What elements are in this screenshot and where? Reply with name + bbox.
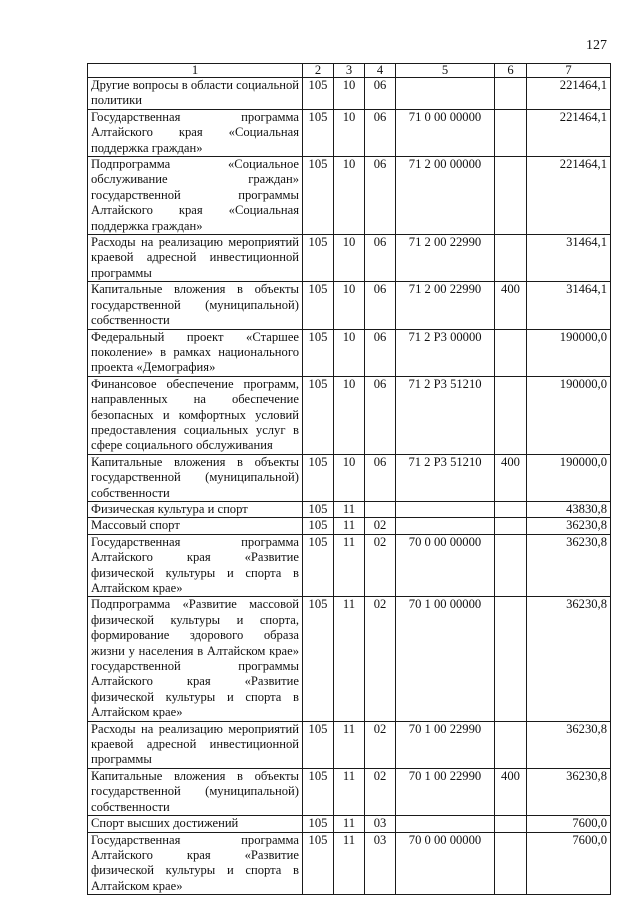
row-code-admin-cell: 105 bbox=[303, 454, 334, 501]
row-section-cell: 11 bbox=[334, 816, 365, 832]
row-target-article-cell bbox=[396, 78, 495, 110]
table-row bbox=[88, 768, 611, 815]
row-target-article-cell: 70 1 00 00000 bbox=[396, 597, 495, 721]
table-row bbox=[88, 454, 611, 501]
row-target-article-cell: 70 0 00 00000 bbox=[396, 832, 495, 895]
row-code-admin-cell: 105 bbox=[303, 832, 334, 895]
row-expense-type-cell: 400 bbox=[495, 282, 527, 329]
row-name-cell: Капитальные вложения в объекты государственной (муниципальной) собственности bbox=[88, 768, 303, 815]
row-code-admin-cell: 105 bbox=[303, 109, 334, 156]
row-name-cell: Государственная программа Алтайского края «Развитие физической культуры и спорта в Алтайском крае» bbox=[88, 534, 303, 597]
row-subsection-cell: 02 bbox=[365, 768, 396, 815]
row-section-cell: 11 bbox=[334, 534, 365, 597]
table-row bbox=[88, 534, 611, 597]
row-name-cell: Государственная программа Алтайского края «Социальная поддержка граждан» bbox=[88, 109, 303, 156]
row-name-cell: Расходы на реализацию мероприятий краевой адресной инвестиционной программы bbox=[88, 235, 303, 282]
row-subsection-cell: 06 bbox=[365, 282, 396, 329]
row-target-article-cell: 71 2 P3 51210 bbox=[396, 376, 495, 454]
row-code-admin-cell: 105 bbox=[303, 721, 334, 768]
row-code-admin-cell: 105 bbox=[303, 501, 334, 517]
row-code-admin-cell: 105 bbox=[303, 768, 334, 815]
row-code-admin-cell: 105 bbox=[303, 157, 334, 235]
row-amount-cell: 190000,0 bbox=[527, 454, 611, 501]
row-amount-cell: 190000,0 bbox=[527, 329, 611, 376]
row-subsection-cell: 06 bbox=[365, 109, 396, 156]
row-expense-type-cell: 400 bbox=[495, 454, 527, 501]
column-header-4: 4 bbox=[365, 64, 396, 78]
row-subsection-cell: 06 bbox=[365, 235, 396, 282]
row-name-cell: Капитальные вложения в объекты государственной (муниципальной) собственности bbox=[88, 282, 303, 329]
table-body bbox=[88, 78, 611, 895]
row-amount-cell: 36230,8 bbox=[527, 721, 611, 768]
row-target-article-cell: 70 1 00 22990 bbox=[396, 721, 495, 768]
row-section-cell: 11 bbox=[334, 597, 365, 721]
row-subsection-cell: 06 bbox=[365, 454, 396, 501]
row-amount-cell: 36230,8 bbox=[527, 518, 611, 534]
column-header-3: 3 bbox=[334, 64, 365, 78]
row-name-cell: Федеральный проект «Старшее поколение» в рамках национального проекта «Демография» bbox=[88, 329, 303, 376]
row-target-article-cell: 71 2 P3 51210 bbox=[396, 454, 495, 501]
row-name-cell: Расходы на реализацию мероприятий краевой адресной инвестиционной программы bbox=[88, 721, 303, 768]
row-expense-type-cell bbox=[495, 721, 527, 768]
row-expense-type-cell bbox=[495, 235, 527, 282]
row-amount-cell: 36230,8 bbox=[527, 597, 611, 721]
row-section-cell: 10 bbox=[334, 78, 365, 110]
row-target-article-cell: 71 0 00 00000 bbox=[396, 109, 495, 156]
row-name-cell: Государственная программа Алтайского края «Развитие физической культуры и спорта в Алтайском крае» bbox=[88, 832, 303, 895]
row-expense-type-cell bbox=[495, 376, 527, 454]
row-subsection-cell: 02 bbox=[365, 518, 396, 534]
row-expense-type-cell bbox=[495, 518, 527, 534]
table-row bbox=[88, 282, 611, 329]
row-subsection-cell bbox=[365, 501, 396, 517]
row-subsection-cell: 03 bbox=[365, 832, 396, 895]
row-code-admin-cell: 105 bbox=[303, 78, 334, 110]
column-header-6: 6 bbox=[495, 64, 527, 78]
row-section-cell: 11 bbox=[334, 768, 365, 815]
table-row bbox=[88, 501, 611, 517]
row-code-admin-cell: 105 bbox=[303, 534, 334, 597]
row-subsection-cell: 03 bbox=[365, 816, 396, 832]
row-amount-cell: 7600,0 bbox=[527, 816, 611, 832]
row-code-admin-cell: 105 bbox=[303, 329, 334, 376]
row-code-admin-cell: 105 bbox=[303, 597, 334, 721]
row-amount-cell: 31464,1 bbox=[527, 235, 611, 282]
row-target-article-cell bbox=[396, 518, 495, 534]
row-subsection-cell: 02 bbox=[365, 721, 396, 768]
row-amount-cell: 36230,8 bbox=[527, 768, 611, 815]
row-expense-type-cell bbox=[495, 832, 527, 895]
row-section-cell: 11 bbox=[334, 518, 365, 534]
row-section-cell: 10 bbox=[334, 235, 365, 282]
table-row bbox=[88, 816, 611, 832]
row-name-cell: Подпрограмма «Социальное обслуживание граждан» государственной программы Алтайского края «Социальная поддержка граждан» bbox=[88, 157, 303, 235]
table-row bbox=[88, 597, 611, 721]
row-target-article-cell: 71 2 00 22990 bbox=[396, 282, 495, 329]
table-row bbox=[88, 721, 611, 768]
row-code-admin-cell: 105 bbox=[303, 235, 334, 282]
row-section-cell: 10 bbox=[334, 329, 365, 376]
row-expense-type-cell bbox=[495, 534, 527, 597]
row-expense-type-cell bbox=[495, 109, 527, 156]
row-amount-cell: 221464,1 bbox=[527, 78, 611, 110]
column-header-2: 2 bbox=[303, 64, 334, 78]
row-expense-type-cell bbox=[495, 157, 527, 235]
row-amount-cell: 221464,1 bbox=[527, 109, 611, 156]
row-amount-cell: 221464,1 bbox=[527, 157, 611, 235]
row-section-cell: 11 bbox=[334, 721, 365, 768]
row-target-article-cell: 70 0 00 00000 bbox=[396, 534, 495, 597]
table-row bbox=[88, 235, 611, 282]
row-code-admin-cell: 105 bbox=[303, 518, 334, 534]
row-code-admin-cell: 105 bbox=[303, 376, 334, 454]
row-amount-cell: 36230,8 bbox=[527, 534, 611, 597]
row-amount-cell: 7600,0 bbox=[527, 832, 611, 895]
row-section-cell: 10 bbox=[334, 376, 365, 454]
column-header-7: 7 bbox=[527, 64, 611, 78]
page-number: 127 bbox=[586, 38, 607, 53]
table-header-row bbox=[88, 64, 611, 78]
row-code-admin-cell: 105 bbox=[303, 816, 334, 832]
row-subsection-cell: 06 bbox=[365, 157, 396, 235]
row-target-article-cell: 71 2 00 22990 bbox=[396, 235, 495, 282]
column-header-1: 1 bbox=[88, 64, 303, 78]
row-expense-type-cell bbox=[495, 78, 527, 110]
row-name-cell: Другие вопросы в области социальной политики bbox=[88, 78, 303, 110]
row-subsection-cell: 02 bbox=[365, 534, 396, 597]
row-target-article-cell bbox=[396, 816, 495, 832]
row-expense-type-cell bbox=[495, 597, 527, 721]
row-amount-cell: 31464,1 bbox=[527, 282, 611, 329]
row-expense-type-cell bbox=[495, 816, 527, 832]
row-name-cell: Спорт высших достижений bbox=[88, 816, 303, 832]
row-section-cell: 10 bbox=[334, 282, 365, 329]
table-row bbox=[88, 109, 611, 156]
row-target-article-cell bbox=[396, 501, 495, 517]
row-expense-type-cell bbox=[495, 501, 527, 517]
table-row bbox=[88, 832, 611, 895]
table-row bbox=[88, 329, 611, 376]
row-section-cell: 10 bbox=[334, 157, 365, 235]
row-code-admin-cell: 105 bbox=[303, 282, 334, 329]
row-subsection-cell: 02 bbox=[365, 597, 396, 721]
row-name-cell: Физическая культура и спорт bbox=[88, 501, 303, 517]
table-row bbox=[88, 376, 611, 454]
table-row bbox=[88, 78, 611, 110]
row-target-article-cell: 71 2 P3 00000 bbox=[396, 329, 495, 376]
row-expense-type-cell: 400 bbox=[495, 768, 527, 815]
row-section-cell: 11 bbox=[334, 501, 365, 517]
row-subsection-cell: 06 bbox=[365, 78, 396, 110]
budget-table bbox=[87, 63, 611, 895]
row-amount-cell: 43830,8 bbox=[527, 501, 611, 517]
row-subsection-cell: 06 bbox=[365, 329, 396, 376]
table-row bbox=[88, 157, 611, 235]
row-expense-type-cell bbox=[495, 329, 527, 376]
row-name-cell: Подпрограмма «Развитие массовой физической культуры и спорта, формирование здорового образа жизни у населения в Алтайском крае» государственной программы Алтайского края «Развитие физической культуры и спорта в Алтайском крае» bbox=[88, 597, 303, 721]
row-section-cell: 11 bbox=[334, 832, 365, 895]
row-section-cell: 10 bbox=[334, 109, 365, 156]
table-row bbox=[88, 518, 611, 534]
row-section-cell: 10 bbox=[334, 454, 365, 501]
column-header-5: 5 bbox=[396, 64, 495, 78]
row-target-article-cell: 70 1 00 22990 bbox=[396, 768, 495, 815]
row-name-cell: Массовый спорт bbox=[88, 518, 303, 534]
row-amount-cell: 190000,0 bbox=[527, 376, 611, 454]
row-target-article-cell: 71 2 00 00000 bbox=[396, 157, 495, 235]
row-subsection-cell: 06 bbox=[365, 376, 396, 454]
row-name-cell: Капитальные вложения в объекты государственной (муниципальной) собственности bbox=[88, 454, 303, 501]
row-name-cell: Финансовое обеспечение программ, направленных на обеспечение безопасных и комфортных условий предоставления социальных услуг в сфере социального обслуживания bbox=[88, 376, 303, 454]
